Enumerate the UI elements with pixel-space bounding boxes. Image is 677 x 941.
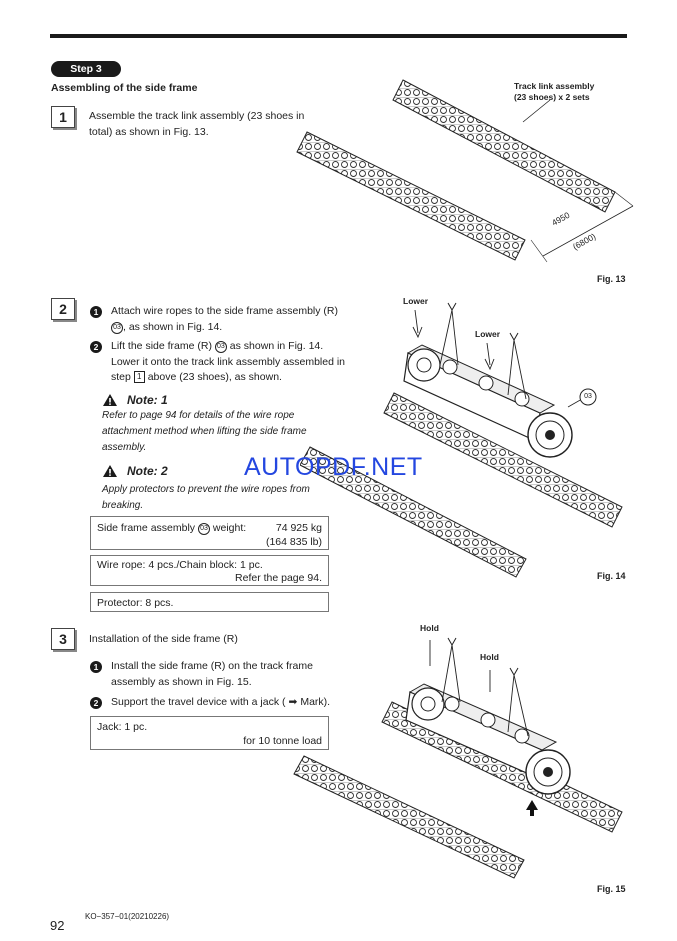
lug: [445, 697, 459, 711]
lug: [515, 392, 529, 406]
weight-box: [90, 516, 329, 550]
weight-box-left-b: weight:: [212, 522, 247, 534]
idler-wheel: [408, 349, 440, 381]
step2-b2-line3-a: step: [111, 371, 131, 383]
section-title: Assembling of the side frame: [51, 82, 198, 94]
step3-b2-b: Mark).: [300, 696, 331, 708]
fig13-dim-main: 4950: [550, 209, 572, 228]
lug: [481, 713, 495, 727]
wire-rope-box: [90, 555, 329, 586]
step2-b1-line2-tail: , as shown in Fig. 14.: [123, 320, 223, 333]
weight-kg: 74 925 kg: [275, 522, 322, 534]
note2-title: Note: 2: [127, 464, 168, 478]
bullet-2: 2: [90, 341, 102, 353]
step-ref-box: 1: [134, 371, 145, 383]
hook: [510, 333, 518, 340]
wire-rope-line2: Refer the page 94.: [235, 572, 322, 584]
fig13-label: Fig. 13: [597, 274, 626, 284]
step1-text-line2: total) as shown in Fig. 13.: [89, 125, 209, 138]
jack-line2: for 10 tonne load: [243, 735, 322, 747]
weight-lb: (164 835 lb): [265, 536, 322, 548]
step-label: Step 3: [51, 61, 121, 77]
note1-body: [102, 408, 307, 456]
ref-03: 03: [111, 322, 123, 334]
step-number-2: 2: [51, 298, 75, 320]
step2-b2-line1-b: as shown in Fig. 14.: [229, 340, 324, 352]
fig15-hold-2: Hold: [480, 652, 499, 662]
sprocket-hub: [543, 767, 553, 777]
fig13-callout-line2: (23 shoes) x 2 sets: [514, 92, 590, 102]
track-link-left: [294, 756, 524, 878]
step-number-3: 3: [51, 628, 75, 650]
note1-title: Note: 1: [127, 393, 168, 407]
step3-b1-line1: Install the side frame (R) on the track frame: [111, 660, 313, 672]
bullet-1: 1: [90, 661, 102, 673]
step2-b2-line1-a: Lift the side frame (R): [111, 340, 212, 352]
protector-line1: Protector: 8 pcs.: [97, 597, 174, 609]
wire-rope: [442, 645, 452, 702]
fig15-illustration: [292, 620, 628, 880]
fig15-label: Fig. 15: [597, 884, 626, 894]
sprocket-hub: [545, 430, 555, 440]
note2-body: [102, 482, 310, 514]
step2-b2-line3-b: above (23 shoes), as shown.: [147, 371, 282, 383]
bullet-2: 2: [90, 697, 102, 709]
weight-box-left-a: Side frame assembly: [97, 522, 196, 534]
note2-line2: breaking.: [102, 500, 144, 511]
step1-text: [89, 109, 304, 140]
idler-wheel: [412, 688, 444, 720]
fig14-lower-1: Lower: [403, 296, 429, 306]
page-number: 92: [50, 918, 65, 933]
lower-arrow-icon: [413, 310, 422, 337]
lower-arrow-icon: [485, 343, 494, 369]
fig15-hold-1: Hold: [420, 623, 439, 633]
ref-03: 03: [198, 523, 210, 535]
protector-box: [90, 592, 329, 612]
note1-line3: assembly.: [102, 442, 147, 453]
fig14-label: Fig. 14: [597, 571, 626, 581]
lug: [479, 376, 493, 390]
step3-b2-a: Support the travel device with a jack (: [111, 696, 286, 708]
warning-icon: [102, 393, 118, 407]
doc-code: KO−357−01(20210226): [85, 912, 170, 921]
bullet-1: 1: [90, 306, 102, 318]
note1-line1: Refer to page 94 for details of the wire rope: [102, 410, 295, 421]
fig13-callout: [514, 81, 594, 103]
top-rule: [50, 34, 627, 38]
note1-line2: attachment method when lifting the side frame: [102, 426, 307, 437]
wire-rope: [452, 645, 460, 702]
step-number-1: 1: [51, 106, 75, 128]
jack-line1: Jack: 1 pc.: [97, 721, 148, 733]
step1-text-line1: Assemble the track link assembly (23 shoes in: [89, 110, 305, 122]
warning-icon: [102, 464, 118, 478]
fig14-lower-2: Lower: [475, 329, 501, 339]
fig13-dim-sub: (6800): [571, 231, 598, 252]
lug: [443, 360, 457, 374]
jack-arrow-icon: [526, 800, 538, 816]
arrow-mark-icon: ➡: [288, 696, 298, 708]
ref-03: 03: [215, 341, 227, 353]
hook: [448, 638, 456, 645]
step3-b1-line2: assembly as shown in Fig. 15.: [111, 675, 252, 688]
watermark-text: AUTOPDF.NET: [244, 453, 423, 481]
step2-b2-line2: Lower it onto the track link assembly assembled in: [111, 355, 346, 368]
hook: [510, 668, 518, 675]
wire-rope-line1: Wire rope: 4 pcs./Chain block: 1 pc.: [97, 559, 263, 571]
note2-line1: Apply protectors to prevent the wire ropes from: [102, 484, 310, 495]
fig13-callout-line1: Track link assembly: [514, 81, 595, 91]
fig14-ref: 03: [584, 393, 592, 400]
hook: [448, 303, 456, 310]
step3-title: Installation of the side frame (R): [89, 633, 238, 645]
weight-box-left: [97, 521, 246, 535]
fig14-illustration: [300, 295, 630, 580]
step2-b1-line1: Attach wire ropes to the side frame assembly (R): [111, 305, 339, 317]
step3-b1-text: [111, 659, 313, 690]
wire-rope: [452, 310, 458, 365]
